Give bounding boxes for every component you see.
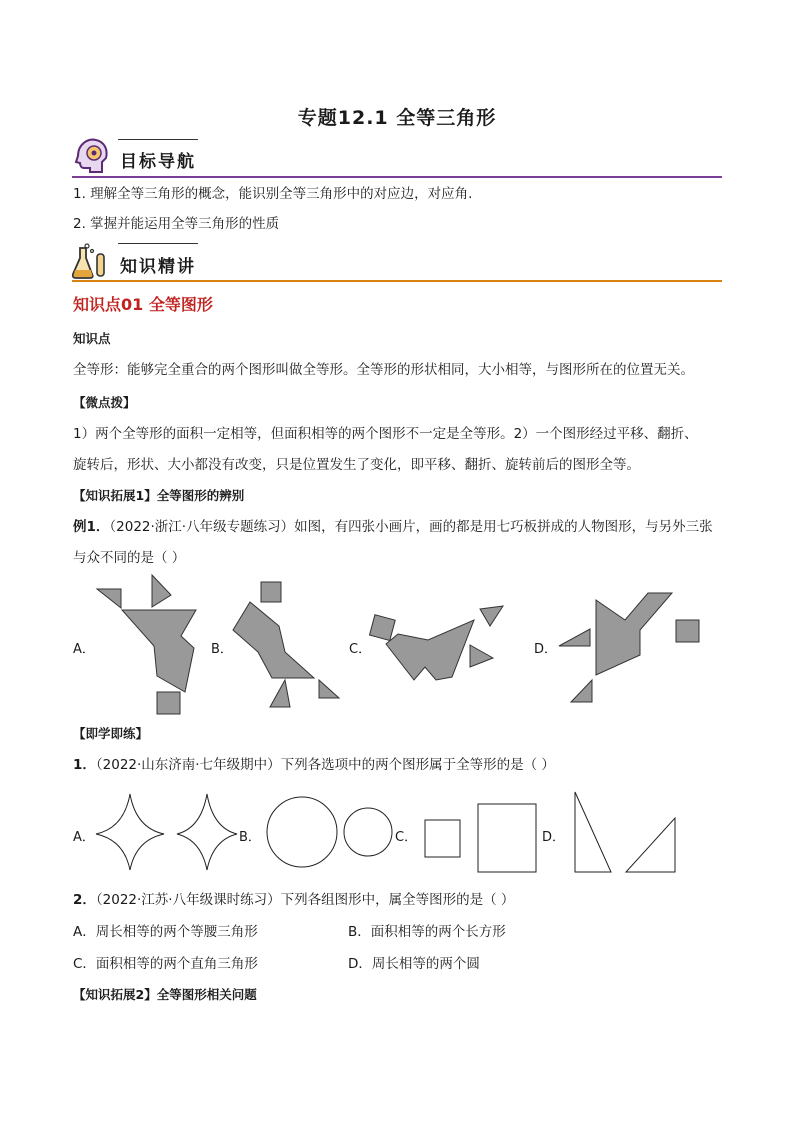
example1-line-2: 与众不同的是（ ） (73, 550, 186, 566)
goal-heading: 目标导航 (120, 152, 196, 172)
q1-number: 1． (73, 757, 96, 773)
tip-line-2: 旋转后，形状、大小都没有改变，只是位置发生了变化，即平移、翻折、旋转前后的图形全等。 (73, 457, 640, 473)
example1-option-d[interactable]: D． (534, 642, 558, 657)
q1-option-d[interactable]: D． (542, 830, 566, 845)
practice-label: 【即学即练】 (73, 726, 149, 741)
ext1-label: 【知识拓展1】全等图形的辨别 (73, 488, 245, 503)
q2-line (73, 890, 514, 910)
goal-item-1: 1. 理解全等三角形的概念，能识别全等三角形中的对应边，对应角. (73, 186, 473, 202)
q2-number: 2． (73, 892, 96, 908)
kp1-title: 知识点01 全等图形 (73, 295, 213, 314)
knowledge-heading: 知识精讲 (120, 257, 196, 277)
q1-option-c[interactable]: C． (395, 830, 418, 845)
page-title: 专题12.1 全等三角形 (297, 107, 497, 129)
circle-shape (267, 797, 337, 867)
ext2-label: 【知识拓展2】全等图形相关问题 (73, 987, 257, 1002)
q2-text: （2022·江苏·八年级课时练习）下列各组图形中，属全等图形的是（ ） (95, 892, 515, 908)
square-shape (425, 820, 460, 857)
q1-option-b[interactable]: B． (239, 830, 261, 845)
circle-shape (344, 808, 392, 856)
example1-text: （2022·浙江·八年级专题练习）如图，有四张小画片，画的都是用七巧板拼成的人物图形，与另外三张 (109, 519, 713, 535)
q2-option-d[interactable]: D．周长相等的两个圆 (348, 956, 480, 972)
q2-option-a[interactable]: A．周长相等的两个等腰三角形 (73, 924, 258, 940)
tip-line-1: 1）两个全等形的面积一定相等，但面积相等的两个图形不一定是全等形。2）一个图形经过平移、翻折、 (73, 426, 698, 442)
square-shape (478, 804, 536, 872)
star-shape (96, 794, 164, 870)
triangle-shape (575, 792, 611, 872)
example1-option-a[interactable]: A． (73, 642, 95, 657)
star-shape (177, 794, 237, 870)
example1-prefix: 例1． (73, 519, 110, 535)
q2-option-b[interactable]: B．面积相等的两个长方形 (348, 924, 506, 940)
tip-label: 【微点拨】 (73, 395, 136, 410)
q1-option-a[interactable]: A． (73, 830, 95, 845)
q2-option-c[interactable]: C．面积相等的两个直角三角形 (73, 956, 258, 972)
kp1-definition: 全等形：能够完全重合的两个图形叫做全等形。全等形的形状相同，大小相等，与图形所在的位置无关。 (73, 362, 694, 378)
triangle-shape (626, 818, 675, 872)
kp1-label: 知识点 (73, 331, 111, 346)
example1-option-c[interactable]: C． (349, 642, 372, 657)
q1-text: （2022·山东济南·七年级期中）下列各选项中的两个图形属于全等形的是（ ） (95, 757, 555, 773)
goal-item-2: 2. 掌握并能运用全等三角形的性质 (73, 216, 280, 232)
example1-option-b[interactable]: B． (211, 642, 233, 657)
